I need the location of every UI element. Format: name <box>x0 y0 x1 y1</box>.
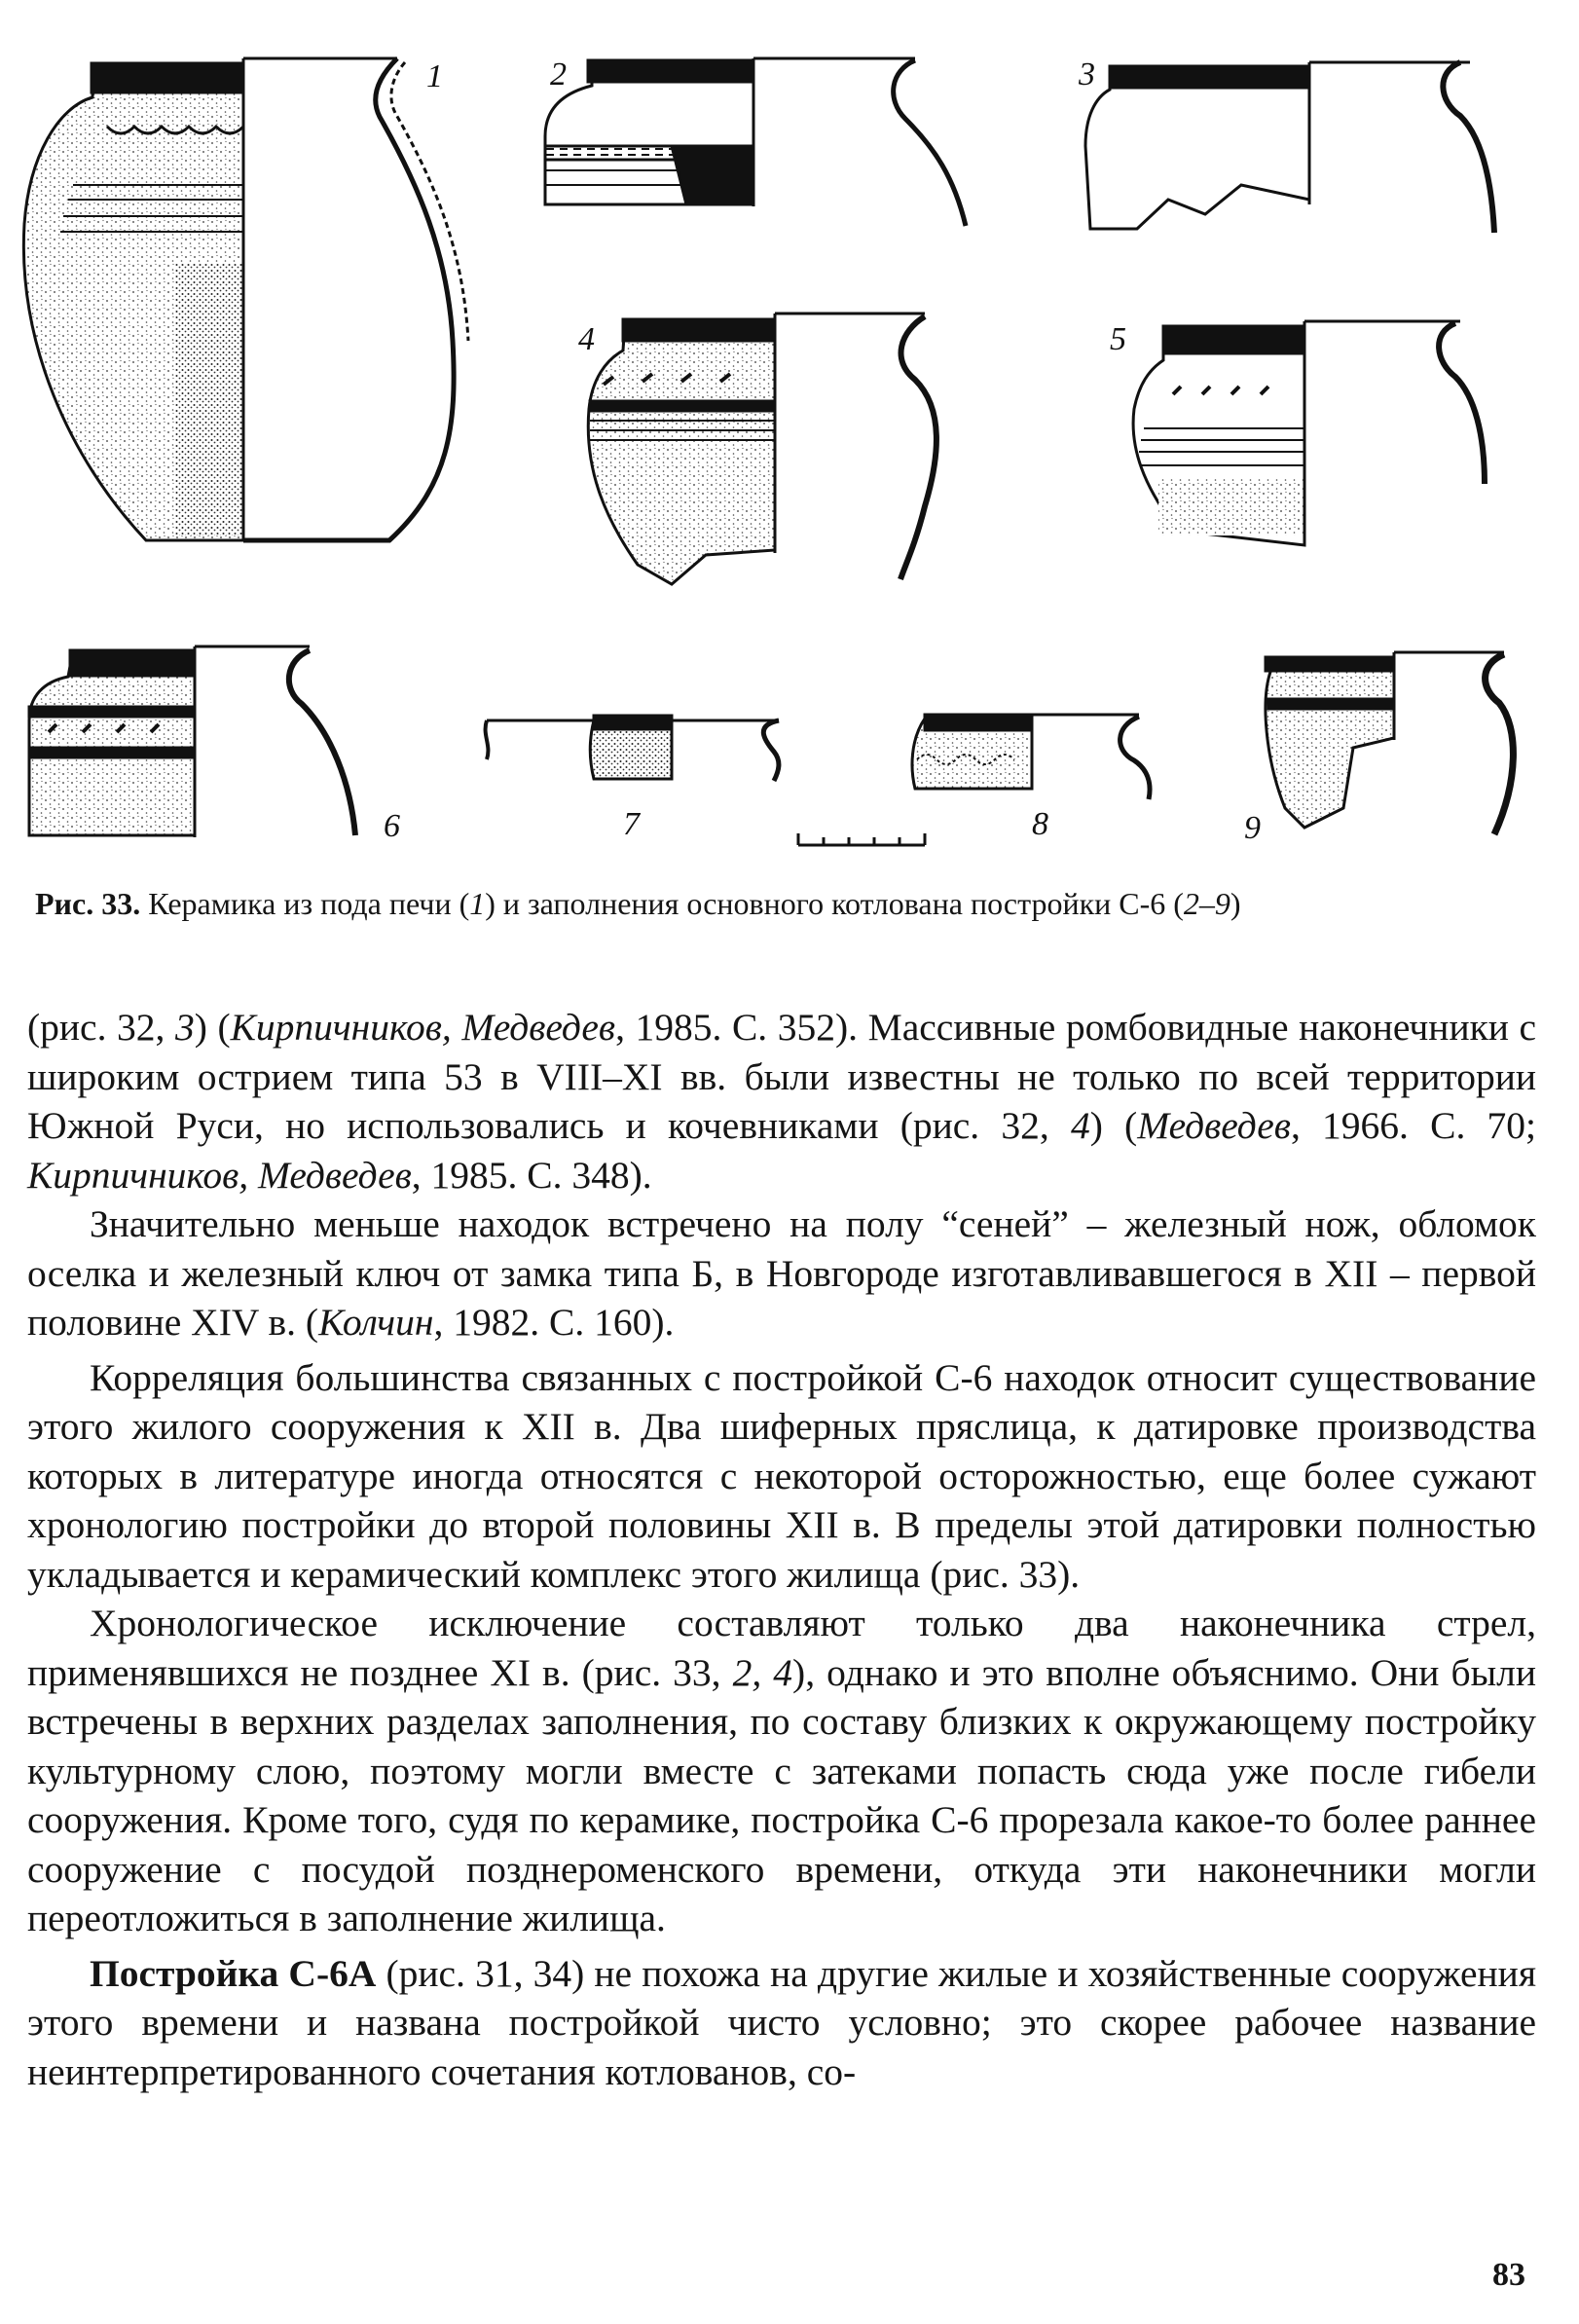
text-run: (рис. 32, <box>27 1006 175 1049</box>
vessel-2 <box>545 58 966 226</box>
page-number: 83 <box>1492 2257 1525 2293</box>
vessel-7 <box>486 716 779 781</box>
figure-label-4: 4 <box>578 321 595 357</box>
caption-text: Керамика из пода печи ( <box>148 886 470 921</box>
paragraph-4 <box>27 1599 1536 1943</box>
caption-range: 2–9 <box>1183 886 1230 921</box>
text-run: Хронологическое исключение составляют только два наконечника стрел, применявшихся не позднее XI в. (рис. 33, <box>27 1602 1536 1694</box>
figure-label-9: 9 <box>1244 810 1261 846</box>
text-run: , 1985. С. 348). <box>411 1153 652 1197</box>
text-run: , 1982. С. 160). <box>433 1301 675 1344</box>
text-run: (рис. 31, 34) не похожа на другие жилые и хозяйственные сооружения этого времени и названа постройкой чисто условно; это скорее рабочее название неинтерпретированного сочетания котлованов, со- <box>27 1951 1536 2093</box>
vessel-9 <box>1266 652 1513 834</box>
text-run: Кирпичников, Медведев <box>27 1153 412 1197</box>
scale-bar <box>798 833 925 845</box>
paragraph-5 <box>27 1949 1536 2097</box>
text-run: Кирпичников, Медведев <box>230 1006 616 1049</box>
paragraph-3 <box>27 1353 1536 1600</box>
vessel-4 <box>588 314 936 584</box>
text-run: Колчин <box>318 1301 434 1344</box>
paragraph-2 <box>27 1199 1536 1347</box>
body-text <box>27 1003 1536 2096</box>
text-run: Значительно меньше находок встречено на полу “сеней” – железный нож, обломок оселка и железный ключ от замка типа Б, в Новгороде изготавливавшегося в XII – первой половине XIV в. ( <box>27 1202 1536 1344</box>
figure-label-2: 2 <box>550 56 567 92</box>
vessel-1 <box>23 58 468 541</box>
vessel-8 <box>912 715 1150 799</box>
vessel-5 <box>1133 321 1485 545</box>
text-run: ) ( <box>194 1006 231 1049</box>
caption-num: 1 <box>469 886 486 921</box>
paragraph-1 <box>27 1003 1536 1199</box>
figure-caption <box>35 884 1554 923</box>
text-run: , 1985. С. 352). Массивные ромбовидные наконечники с широким острием типа 53 в VIII–XI вв. были известны не только по всей территории Южной Руси, но использовались и кочевниками (рис. 32, <box>27 1006 1537 1147</box>
text-run: Корреляция большинства связанных с постройкой С-6 находок относит существование этого жилого сооружения к XII в. Два шиферных пряслица, к датировке производства которых в литературе иногда относятся с некоторой осторожностью, еще более сужают хронологию постройки до второй половины XII в. В пределы этой датировки полностью укладывается и керамический комплекс этого жилища (рис. 33). <box>27 1355 1536 1596</box>
figure-label-5: 5 <box>1110 321 1126 357</box>
text-run: 4 <box>1070 1104 1090 1147</box>
caption-label: Рис. 33. <box>35 886 141 921</box>
text-run: ) ( <box>1089 1104 1138 1147</box>
vessel-3 <box>1085 62 1494 233</box>
caption-text-2: ) и заполнения основного котлована постройки С-6 ( <box>485 886 1184 921</box>
text-run: 3 <box>174 1006 195 1049</box>
figure-label-6: 6 <box>384 808 400 844</box>
figure-label-7: 7 <box>623 806 640 842</box>
caption-end: ) <box>1230 886 1241 921</box>
pottery-figure <box>0 0 1579 857</box>
text-run: 2, 4 <box>732 1650 793 1694</box>
figure-label-1: 1 <box>426 58 443 94</box>
text-run: ), однако и это вполне объяснимо. Они были встречены в верхних разделах заполнения, по составу близких к окружающему постройку культурному слою, поэтому могли вместе с затеками попасть сюда уже после гибели сооружения. Кроме того, судя по керамике, постройка С-6 прорезала какое-то более раннее сооружение с посудой позднероменского времени, откуда эти наконечники могли переотложиться в заполнение жилища. <box>27 1650 1536 1939</box>
text-run: Постройка С-6А <box>90 1951 377 1995</box>
text-run: Медведев <box>1137 1104 1291 1147</box>
figure-label-8: 8 <box>1032 806 1048 842</box>
figure-label-3: 3 <box>1079 56 1095 92</box>
vessel-6 <box>29 646 355 837</box>
text-run: , 1966. С. 70; <box>1290 1104 1536 1147</box>
